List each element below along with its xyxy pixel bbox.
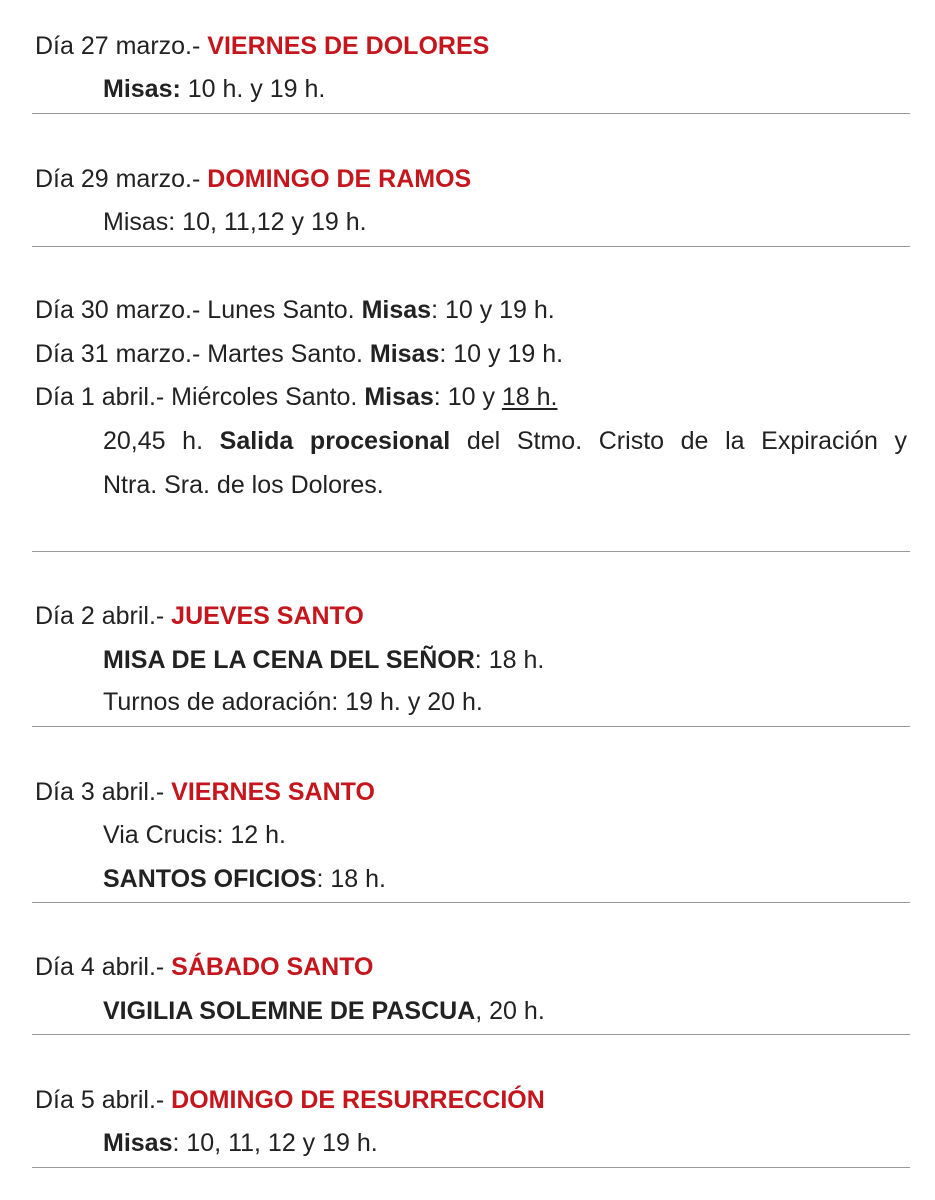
santos-oficios-line	[103, 857, 386, 901]
mass-times: 10 h. y 19 h.	[180, 75, 326, 103]
entry-date: Día 30 marzo.-	[35, 296, 201, 324]
section-heading-domingo-ramos	[35, 157, 471, 201]
procession-text: del Stmo. Cristo de la Expiración y	[450, 427, 907, 455]
section-title: SÁBADO SANTO	[171, 953, 374, 981]
section-divider	[32, 726, 910, 727]
vigil-time: , 20 h.	[475, 997, 545, 1025]
section-heading-domingo-resurreccion	[35, 1078, 545, 1122]
last-supper-time: : 18 h.	[474, 646, 545, 674]
masses-label: Misas	[364, 383, 434, 411]
entry-day: Martes Santo.	[200, 340, 370, 368]
entry-lunes-santo	[35, 288, 555, 332]
last-supper-label: MISA DE LA CENA DEL SEÑOR	[103, 646, 475, 674]
masses-label: Misas	[103, 1129, 173, 1157]
section-divider	[32, 551, 910, 552]
entry-date: Día 31 marzo.-	[35, 340, 201, 368]
santos-oficios-time: : 18 h.	[316, 865, 386, 893]
entry-miercoles-santo	[35, 375, 558, 419]
mass-times: : 10 y	[433, 383, 502, 411]
section-title: VIERNES SANTO	[171, 778, 375, 806]
mass-times-line	[103, 67, 325, 111]
section-divider	[32, 1034, 910, 1035]
santos-oficios-label: SANTOS OFICIOS	[103, 865, 317, 893]
procession-time: 20,45 h.	[103, 427, 220, 455]
section-heading-jueves-santo	[35, 594, 364, 638]
section-title: DOMINGO DE RAMOS	[207, 165, 472, 193]
section-divider	[32, 113, 910, 114]
procession-line-1	[103, 419, 907, 463]
last-supper-mass-line	[103, 638, 544, 682]
section-date: Día 27 marzo.-	[35, 32, 201, 60]
via-crucis-time: Via Crucis: 12 h.	[103, 821, 286, 849]
mass-times: : 10, 11, 12 y 19 h.	[172, 1129, 378, 1157]
section-date: Día 29 marzo.-	[35, 165, 201, 193]
section-date: Día 3 abril.-	[35, 778, 165, 806]
mass-times-line	[103, 1121, 378, 1165]
procession-line-2	[103, 463, 384, 507]
adoration-times: Turnos de adoración: 19 h. y 20 h.	[103, 688, 483, 716]
entry-day: Miércoles Santo.	[164, 383, 365, 411]
procession-label: Salida procesional	[219, 427, 451, 455]
section-date: Día 4 abril.-	[35, 953, 165, 981]
section-title: VIERNES DE DOLORES	[207, 32, 490, 60]
masses-label: Misas	[369, 340, 440, 368]
entry-martes-santo	[35, 332, 563, 376]
underlined-time: 18 h.	[501, 383, 558, 411]
section-heading-sabado-santo	[35, 945, 374, 989]
section-heading-viernes-santo	[35, 770, 375, 814]
masses-label: Misas	[361, 296, 432, 324]
entry-day: Lunes Santo.	[200, 296, 362, 324]
adoration-line	[103, 680, 483, 724]
section-title: DOMINGO DE RESURRECCIÓN	[171, 1086, 545, 1114]
mass-times: : 10 y 19 h.	[439, 340, 564, 368]
section-heading-viernes-dolores	[35, 24, 489, 68]
section-divider	[32, 902, 910, 903]
via-crucis-line	[103, 813, 286, 857]
vigil-line	[103, 989, 545, 1033]
entry-date: Día 1 abril.-	[35, 383, 165, 411]
mass-times: Misas: 10, 11,12 y 19 h.	[103, 208, 367, 236]
mass-times-line	[103, 200, 367, 244]
section-divider	[32, 1167, 910, 1168]
procession-text-cont: Ntra. Sra. de los Dolores.	[103, 471, 384, 499]
section-divider	[32, 246, 910, 247]
masses-label: Misas:	[103, 75, 181, 103]
section-date: Día 5 abril.-	[35, 1086, 165, 1114]
section-date: Día 2 abril.-	[35, 602, 165, 630]
mass-times: : 10 y 19 h.	[431, 296, 555, 324]
vigil-label: VIGILIA SOLEMNE DE PASCUA	[103, 997, 476, 1025]
section-title: JUEVES SANTO	[171, 602, 364, 630]
